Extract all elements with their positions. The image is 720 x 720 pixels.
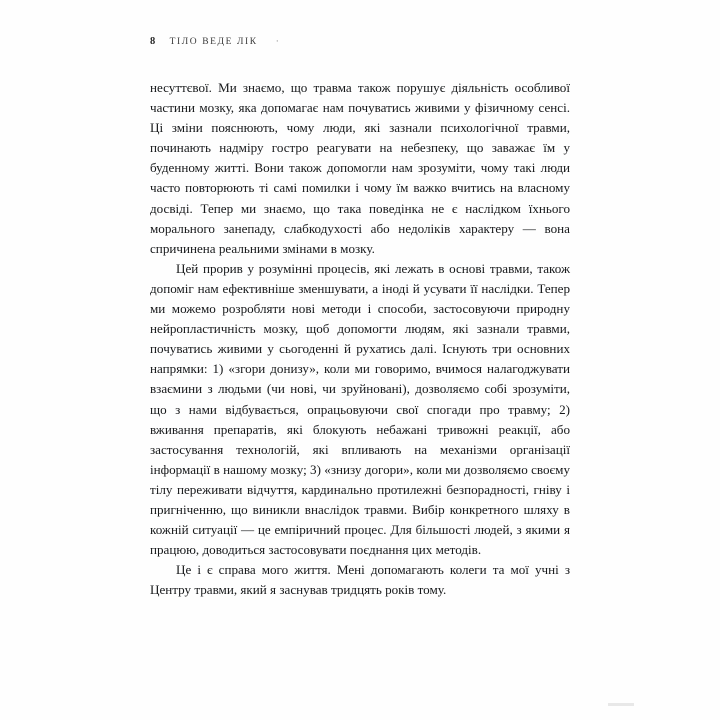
page-number: 8 bbox=[150, 36, 156, 47]
running-head bbox=[150, 36, 570, 56]
paragraph-3: Це і є справа мого життя. Мені допомагають колеги та мої учні з Центру травми, який я заснував тридцять років тому. bbox=[150, 562, 570, 598]
paragraph-1: несуттєвої. Ми знаємо, що травма також порушує діяльність особливої частини мозку, яка допомагає нам почуватись живими у фізичному сенсі. Ці зміни пояснюють, чому люди, які зазнали психологічної травми, починають надміру гостро реагувати на небезпеку, що заважає їм у буденному житті. Вони також допомогли нам зрозуміти, чому такі люди часто повторюють ті самі помилки і чому їм важко вчитись на власному досвіді. Тепер ми знаємо, що така поведінка не є наслідком їхнього морального занепаду, слабкодухості або недоліків характеру — вона спричинена реальними змінами в мозку. bbox=[150, 80, 570, 256]
running-head-title: ТІЛО ВЕДЕ ЛІК bbox=[169, 37, 258, 47]
body-text bbox=[150, 78, 570, 600]
running-head-separator: · bbox=[275, 36, 279, 46]
page-edge-mark bbox=[608, 703, 634, 706]
page-text-block bbox=[150, 36, 570, 600]
paragraph-2: Цей прорив у розумінні процесів, які лежать в основі травми, також допоміг нам ефективніше зменшувати, а іноді й усувати її наслідки. Тепер ми можемо розробляти нові методи і способи, застосовуючи природну нейропластичність мозку, щоб допомогти людям, які зазнали травми, почуватись живими у сьогоденні й рухатись далі. Існують три основних напрямки: 1) «згори донизу», коли ми говоримо, вчимося налагоджувати взаємини з людьми (чи нові, чи зруйновані), дозволяємо собі зрозуміти, що з нами відбувається, опрацьовуючи свої спогади про травму; 2) вживання препаратів, які блокують небажані тривожні реакції, або застосування технологій, які впливають на механізми організації інформації в нашому мозку; 3) «знизу догори», коли ми дозволяємо своєму тілу переживати відчуття, кардинально протилежні безпорадності, гніву і пригніченню, що виникли внаслідок травми. Вибір конкретного шляху в кожній ситуації — це емпіричний процес. Для більшості людей, з якими я працюю, доводиться застосовувати поєднання цих методів. bbox=[150, 260, 570, 558]
page-bottom-rule bbox=[150, 701, 570, 702]
